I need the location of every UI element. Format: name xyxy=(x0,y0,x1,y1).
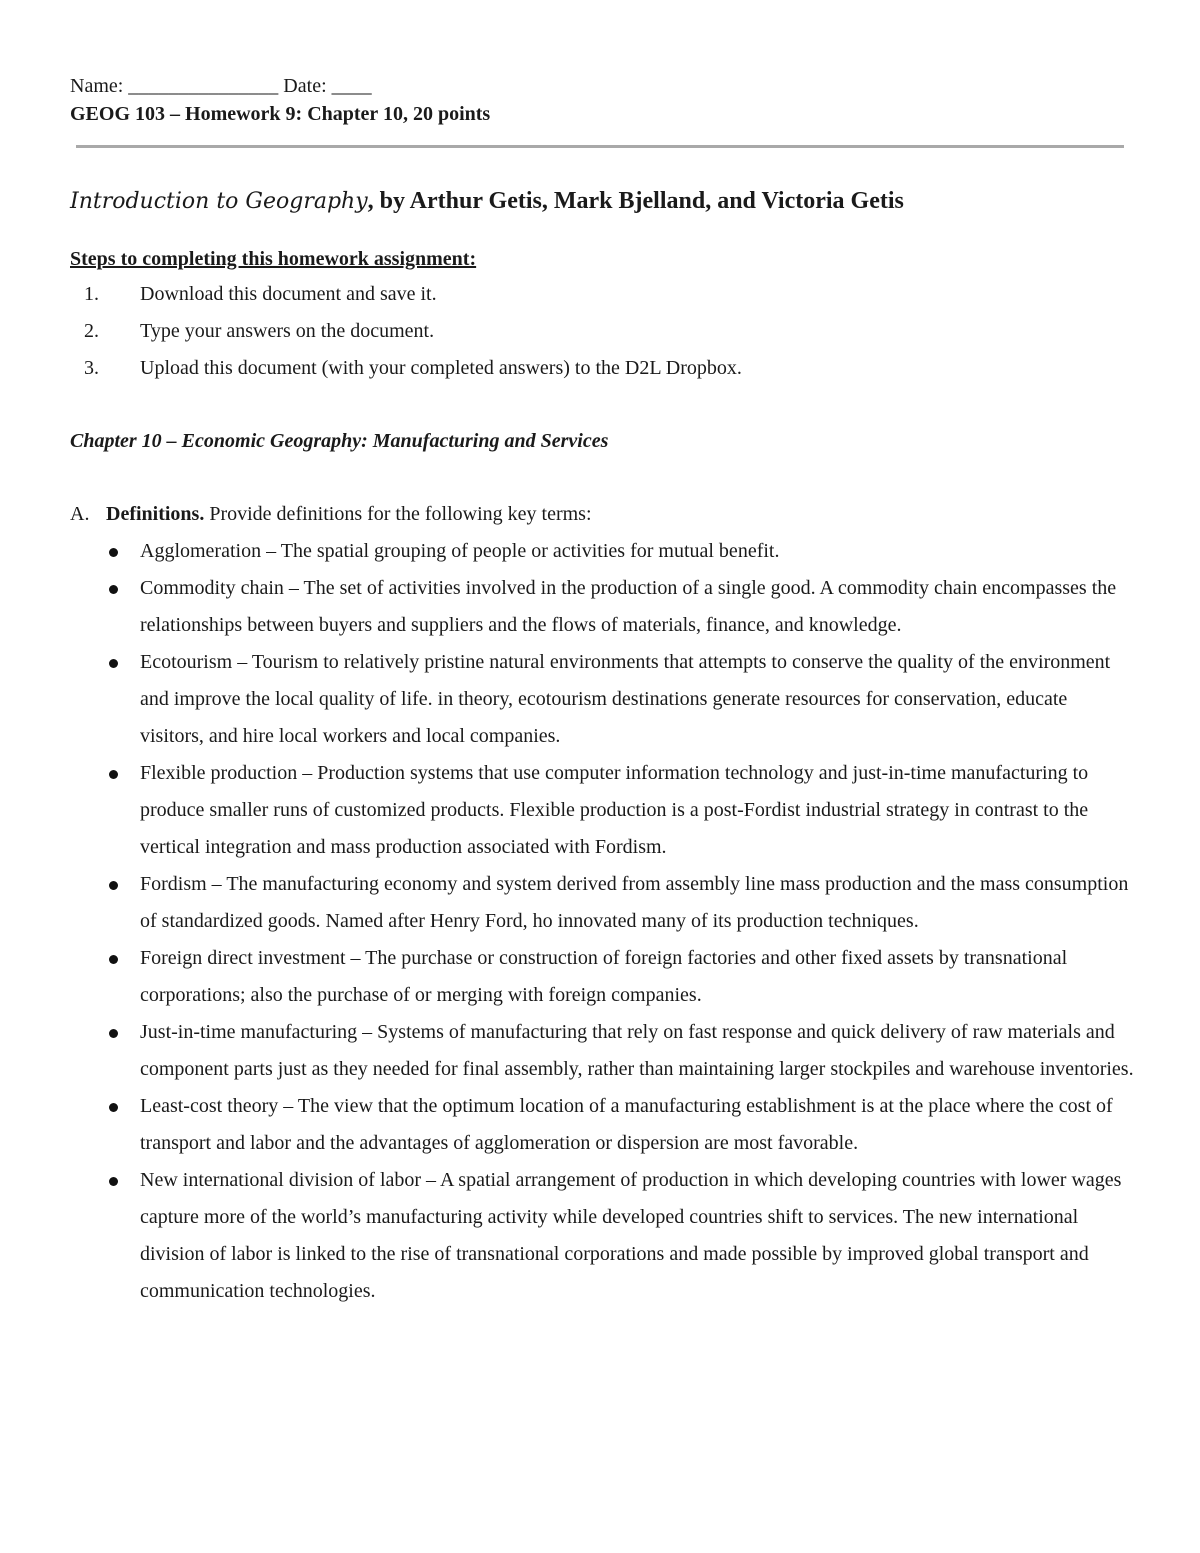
bullet-icon xyxy=(109,1177,118,1186)
step-text: Type your answers on the document. xyxy=(140,320,435,342)
book-title: Introduction to Geography xyxy=(70,189,368,214)
section-letter: A. xyxy=(70,503,90,525)
definition-item xyxy=(70,1014,1135,1088)
step-number: 2. xyxy=(84,320,99,342)
steps-list xyxy=(70,276,1130,387)
definition-item xyxy=(70,570,1135,644)
definitions-list xyxy=(70,533,1135,1310)
definition-item xyxy=(70,866,1135,940)
definition-item xyxy=(70,940,1135,1014)
definition-item xyxy=(70,1162,1135,1310)
book-authors: , by Arthur Getis, Mark Bjelland, and Victoria Getis xyxy=(367,188,904,214)
assignment-title: GEOG 103 – Homework 9: Chapter 10, 20 points xyxy=(70,103,491,125)
section-instruction: Provide definitions for the following key terms: xyxy=(204,503,592,525)
horizontal-rule xyxy=(76,145,1124,148)
definition-text: Agglomeration – The spatial grouping of people or activities for mutual benefit. xyxy=(140,540,780,562)
definition-item xyxy=(70,533,1135,570)
definition-text: New international division of labor – A spatial arrangement of production in which developing countries with lower wages capture more of the world’s manufacturing activity while developed countries shift to services. The new international division of labor is linked to the rise of transnational corporations and made possible by improved global transport and communication technologies. xyxy=(140,1169,1122,1302)
step-text: Download this document and save it. xyxy=(140,283,437,305)
chapter-heading: Chapter 10 – Economic Geography: Manufacturing and Services xyxy=(70,430,609,452)
bullet-icon xyxy=(109,1029,118,1038)
book-reference xyxy=(70,184,904,219)
definition-text: Flexible production – Production systems that use computer information technology and just-in-time manufacturing to produce smaller runs of customized products. Flexible production is a post-Fordist industrial strategy in contrast to the vertical integration and mass production associated with Fordism. xyxy=(140,762,1089,858)
bullet-icon xyxy=(109,659,118,668)
definition-text: Least-cost theory – The view that the optimum location of a manufacturing establishment is at the place where the cost of transport and labor and the advantages of agglomeration or dispersion are most favorable. xyxy=(140,1095,1113,1154)
definition-item xyxy=(70,755,1135,866)
definition-text: Foreign direct investment – The purchase or construction of foreign factories and other fixed assets by transnational corporations; also the purchase of or merging with foreign companies. xyxy=(140,947,1068,1006)
bullet-icon xyxy=(109,1103,118,1112)
step-item xyxy=(70,350,1130,387)
step-number: 1. xyxy=(84,283,99,305)
step-text: Upload this document (with your completed answers) to the D2L Dropbox. xyxy=(140,357,742,379)
bullet-icon xyxy=(109,548,118,557)
step-number: 3. xyxy=(84,357,99,379)
bullet-icon xyxy=(109,770,118,779)
section-a-heading xyxy=(70,500,592,528)
definition-text: Just-in-time manufacturing – Systems of manufacturing that rely on fast response and quick delivery of raw materials and component parts just as they needed for final assembly, rather than maintaining larger stockpiles and warehouse inventories. xyxy=(140,1021,1134,1080)
section-label: Definitions. xyxy=(106,503,205,525)
step-item xyxy=(70,313,1130,350)
step-item xyxy=(70,276,1130,313)
definition-text: Commodity chain – The set of activities involved in the production of a single good. A commodity chain encompasses the relationships between buyers and suppliers and the flows of materials, finance, and knowledge. xyxy=(140,577,1117,636)
definition-item xyxy=(70,1088,1135,1162)
bullet-icon xyxy=(109,955,118,964)
bullet-icon xyxy=(109,881,118,890)
bullet-icon xyxy=(109,585,118,594)
definition-text: Fordism – The manufacturing economy and system derived from assembly line mass production and the mass consumption of standardized goods. Named after Henry Ford, ho innovated many of its production techniques. xyxy=(140,873,1129,932)
definition-text: Ecotourism – Tourism to relatively pristine natural environments that attempts to conserve the quality of the environment and improve the local quality of life. in theory, ecotourism destinations generate resources for conservation, educate visitors, and hire local workers and local companies. xyxy=(140,651,1111,747)
name-date-line: Name: _______________ Date: ____ xyxy=(70,75,372,97)
steps-heading: Steps to completing this homework assignment: xyxy=(70,248,477,270)
definition-item xyxy=(70,644,1135,755)
